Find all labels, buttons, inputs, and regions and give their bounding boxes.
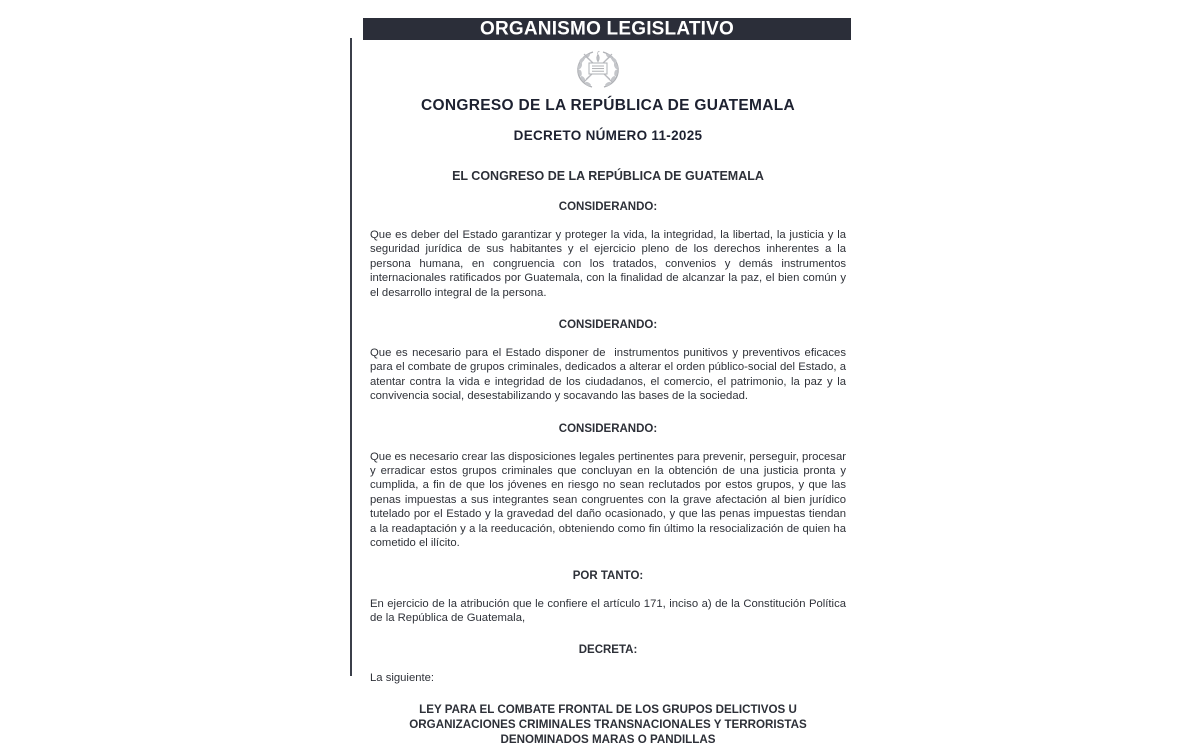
por-tanto-paragraph: En ejercicio de la atribución que le confiere el artículo 171, inciso a) de la Constitución Política de la República de Guatemala, [370, 597, 850, 624]
page-title: CONGRESO DE LA REPÚBLICA DE GUATEMALA [421, 97, 795, 114]
la-siguiente-label: La siguiente: [370, 672, 435, 685]
banner-label: ORGANISMO LEGISLATIVO [479, 18, 735, 40]
considerando-heading-3: CONSIDERANDO: [558, 422, 658, 435]
por-tanto-heading: POR TANTO: [572, 569, 644, 582]
document-page [350, 0, 850, 746]
decree-number: DECRETO NÚMERO 11-2025 [513, 128, 703, 143]
considerando-paragraph-1: Que es deber del Estado garantizar y proteger la vida, la integridad, la libertad, la justicia y la seguridad jurídica de sus habitantes y el ejercicio pleno de los derechos inherentes a la persona humana, en congruencia con los tratados, convenios y demás instrumentos internacionales ratificados por Guatemala, con la finalidad de alcanzar la paz, el bien común y el desarrollo integral de la persona. [370, 229, 850, 299]
decreta-heading: DECRETA: [578, 644, 638, 657]
considerando-paragraph-2: Que es necesario para el Estado disponer de instrumentos punitivos y preventivos eficaces para el combate de grupos criminales, dedicados a alterar el orden público-social del Estado, a atentar contra la vida e integridad de los ciudadanos, el comercio, el patrimonio, la paz y la convivencia social, desestabilizando y socavando las bases de la sociedad. [370, 347, 850, 403]
organismo-legislativo-banner [363, 18, 851, 40]
considerando-paragraph-3: Que es necesario crear las disposiciones legales pertinentes para prevenir, perseguir, procesar y erradicar estos grupos criminales que concluyan en la obtención de una justicia pronta y cumplida, a fin de que los jóvenes en riesgo no sean reclutados por estos grupos, y que las penas impuestas a sus integrantes sean congruentes con la grave afectación al bien jurídico tutelado por el Estado y la gravedad del daño ocasionado, y que las penas impuestas tiendan a la readaptación y a la reeducación, obteniendo como fin último la resocialización de quien ha cometido el ilícito. [370, 450, 850, 550]
enacting-body: EL CONGRESO DE LA REPÚBLICA DE GUATEMALA [452, 169, 764, 183]
considerando-heading-2: CONSIDERANDO: [558, 319, 658, 332]
page-margin-rule [350, 38, 352, 676]
considerando-heading-1: CONSIDERANDO: [558, 201, 658, 213]
law-title: LEY PARA EL COMBATE FRONTAL DE LOS GRUPOS DELICTIVOS U ORGANIZACIONES CRIMINALES TRANSNACIONALES Y TERRORISTAS DENOMINADOS MARAS O PANDILLAS [409, 702, 807, 746]
document-content [370, 96, 850, 747]
coat-of-arms-emblem [350, 46, 846, 90]
guatemala-coat-of-arms-icon [571, 46, 625, 90]
